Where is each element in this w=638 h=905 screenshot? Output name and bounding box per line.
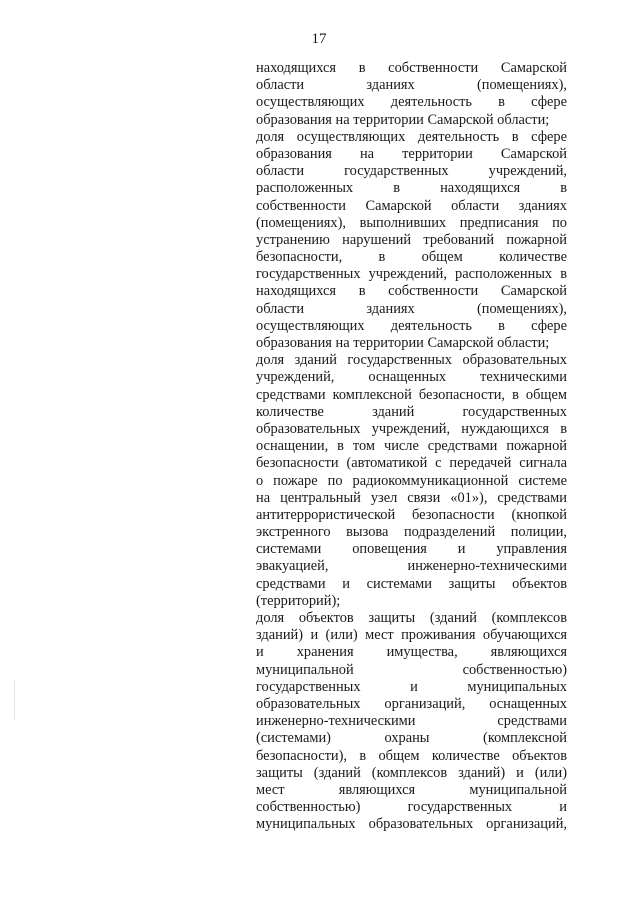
text-line: устранению нарушений требований пожарной (256, 231, 567, 248)
paragraph-1 (256, 60, 567, 129)
text-line: образования на территории Самарской (256, 145, 567, 162)
text-line: доля осуществляющих деятельность в сфере (256, 128, 567, 145)
text-line: находящихся в собственности Самарской (256, 60, 567, 76)
paragraph-2 (256, 129, 567, 352)
text-line: средствами и системами защиты объектов (256, 575, 567, 592)
text-line: осуществляющих деятельность в сфере (256, 317, 567, 334)
text-line: доля объектов защиты (зданий (комплексов (256, 610, 567, 626)
page-number: 17 (311, 31, 327, 47)
text-line: оснащении, в том числе средствами пожарной (256, 438, 567, 455)
text-line: мест являющихся муниципальной (256, 781, 567, 798)
text-line: и хранения имущества, являющихся (256, 644, 567, 661)
text-line: осуществляющих деятельность в сфере (256, 94, 567, 111)
text-line: собственности Самарской области зданиях (256, 197, 567, 214)
text-line: образовательных учреждений, нуждающихся в (256, 420, 567, 437)
text-line: учреждений, оснащенных техническими (256, 369, 567, 386)
text-line: средствами комплексной безопасности, в общем (256, 386, 567, 403)
text-line: государственных учреждений, расположенных в (256, 266, 567, 283)
text-line: области зданиях (помещениях), (256, 300, 567, 317)
paragraph-4 (256, 610, 567, 833)
text-line: защиты (зданий (комплексов зданий) и (или) (256, 764, 567, 781)
text-line: на центральный узел связи «01»), средствами (256, 489, 567, 506)
text-line: области государственных учреждений, (256, 163, 567, 180)
text-line: эвакуацией, инженерно-техническими (256, 558, 567, 575)
text-line: безопасности (автоматикой с передачей сигнала (256, 455, 567, 472)
text-line: системами оповещения и управления (256, 541, 567, 558)
text-line: (помещениях), выполнивших предписания по (256, 214, 567, 231)
text-line: муниципальной собственностью) (256, 661, 567, 678)
text-line: государственных и муниципальных (256, 678, 567, 695)
text-line: зданий) и (или) мест проживания обучающихся (256, 627, 567, 644)
text-line: экстренного вызова подразделений полиции, (256, 524, 567, 541)
text-line: образования на территории Самарской области; (256, 335, 550, 351)
text-line: муниципальных образовательных организаций, (256, 816, 567, 833)
text-line: образования на территории Самарской области; (256, 111, 550, 128)
text-line: находящихся в собственности Самарской (256, 283, 567, 300)
text-line: (системами) охраны (комплексной (256, 730, 567, 747)
text-line: (территорий); (256, 592, 341, 609)
document-body (256, 60, 567, 833)
text-line: расположенных в находящихся в (256, 180, 567, 197)
text-line: собственностью) государственных и (256, 799, 567, 816)
paragraph-3 (256, 352, 567, 610)
text-line: антитеррористической безопасности (кнопкой (256, 506, 567, 523)
scan-edge-mark (14, 680, 15, 720)
text-line: количестве зданий государственных (256, 403, 567, 420)
text-line: образовательных организаций, оснащенных (256, 695, 567, 712)
text-line: инженерно-техническими средствами (256, 713, 567, 730)
text-line: доля зданий государственных образовательных (256, 352, 567, 369)
text-line: безопасности), в общем количестве объектов (256, 747, 567, 764)
text-line: безопасности, в общем количестве (256, 249, 567, 266)
text-line: о пожаре по радиокоммуникационной системе (256, 472, 567, 489)
text-line: области зданиях (помещениях), (256, 77, 567, 94)
